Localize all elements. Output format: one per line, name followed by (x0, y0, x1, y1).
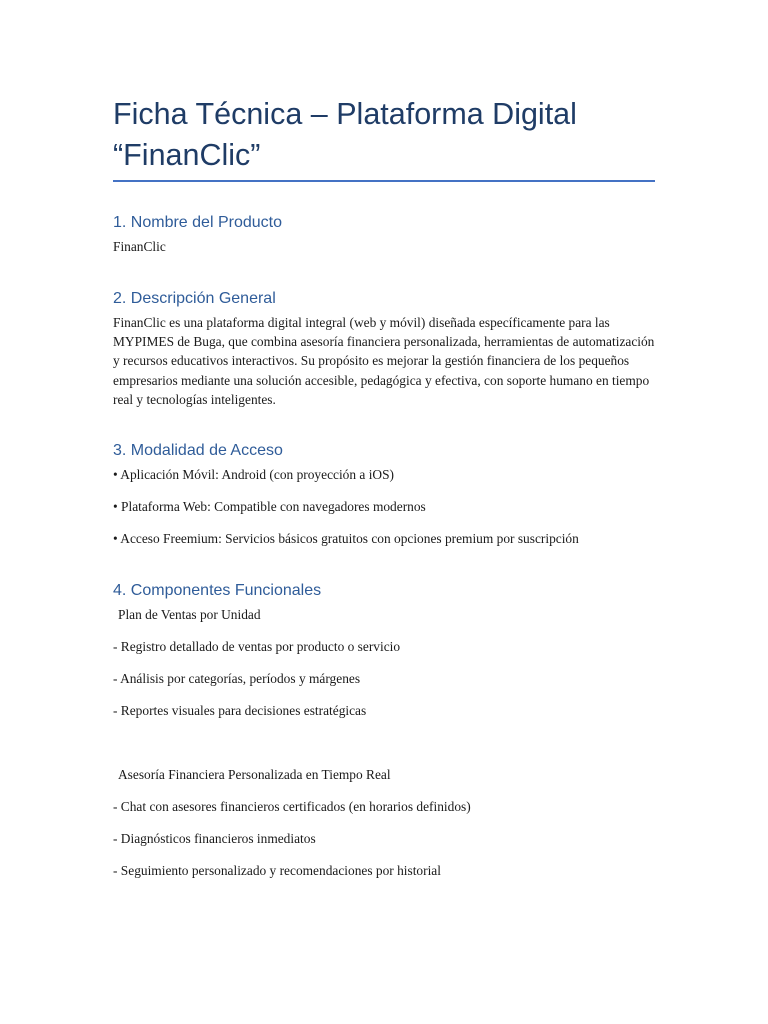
section-heading-nombre: 1. Nombre del Producto (113, 214, 282, 231)
component-item: - Registro detallado de ventas por producto o servicio (113, 639, 401, 654)
component-group-title-ventas: Plan de Ventas por Unidad (118, 607, 261, 622)
product-name-text: FinanClic (113, 239, 166, 254)
component-item: - Reportes visuales para decisiones estratégicas (113, 703, 367, 718)
description-paragraph: FinanClic es una plataforma digital integral (web y móvil) diseñada específicamente para las MYPIMES de Buga, que combina asesoría financiera personalizada, herramientas de automatización y recursos educativos interactivos. Su propósito es mejorar la gestión financiera de los pequeños empresarios mediante una solución accesible, pedagógica y efectiva, con soporte humano en tiempo real y tecnologías inteligentes. (113, 315, 655, 407)
section-heading-modalidad: 3. Modalidad de Acceso (113, 442, 283, 459)
section-heading-descripcion: 2. Descripción General (113, 290, 276, 307)
section-heading-componentes: 4. Componentes Funcionales (113, 582, 322, 599)
component-item: - Diagnósticos financieros inmediatos (113, 831, 316, 846)
title-divider (113, 180, 655, 182)
access-item-mobile: • Aplicación Móvil: Android (con proyección a iOS) (113, 467, 394, 482)
component-item: - Seguimiento personalizado y recomendaciones por historial (113, 863, 441, 878)
access-item-freemium: • Acceso Freemium: Servicios básicos gratuitos con opciones premium por suscripción (113, 531, 579, 546)
document-title: Ficha Técnica – Plataforma Digital “FinanClic” (113, 97, 577, 172)
access-item-web: • Plataforma Web: Compatible con navegadores modernos (113, 499, 426, 514)
component-item: - Análisis por categorías, períodos y márgenes (113, 671, 361, 686)
component-group-title-asesoria: Asesoría Financiera Personalizada en Tiempo Real (118, 767, 391, 782)
component-item: - Chat con asesores financieros certificados (en horarios definidos) (113, 799, 471, 814)
